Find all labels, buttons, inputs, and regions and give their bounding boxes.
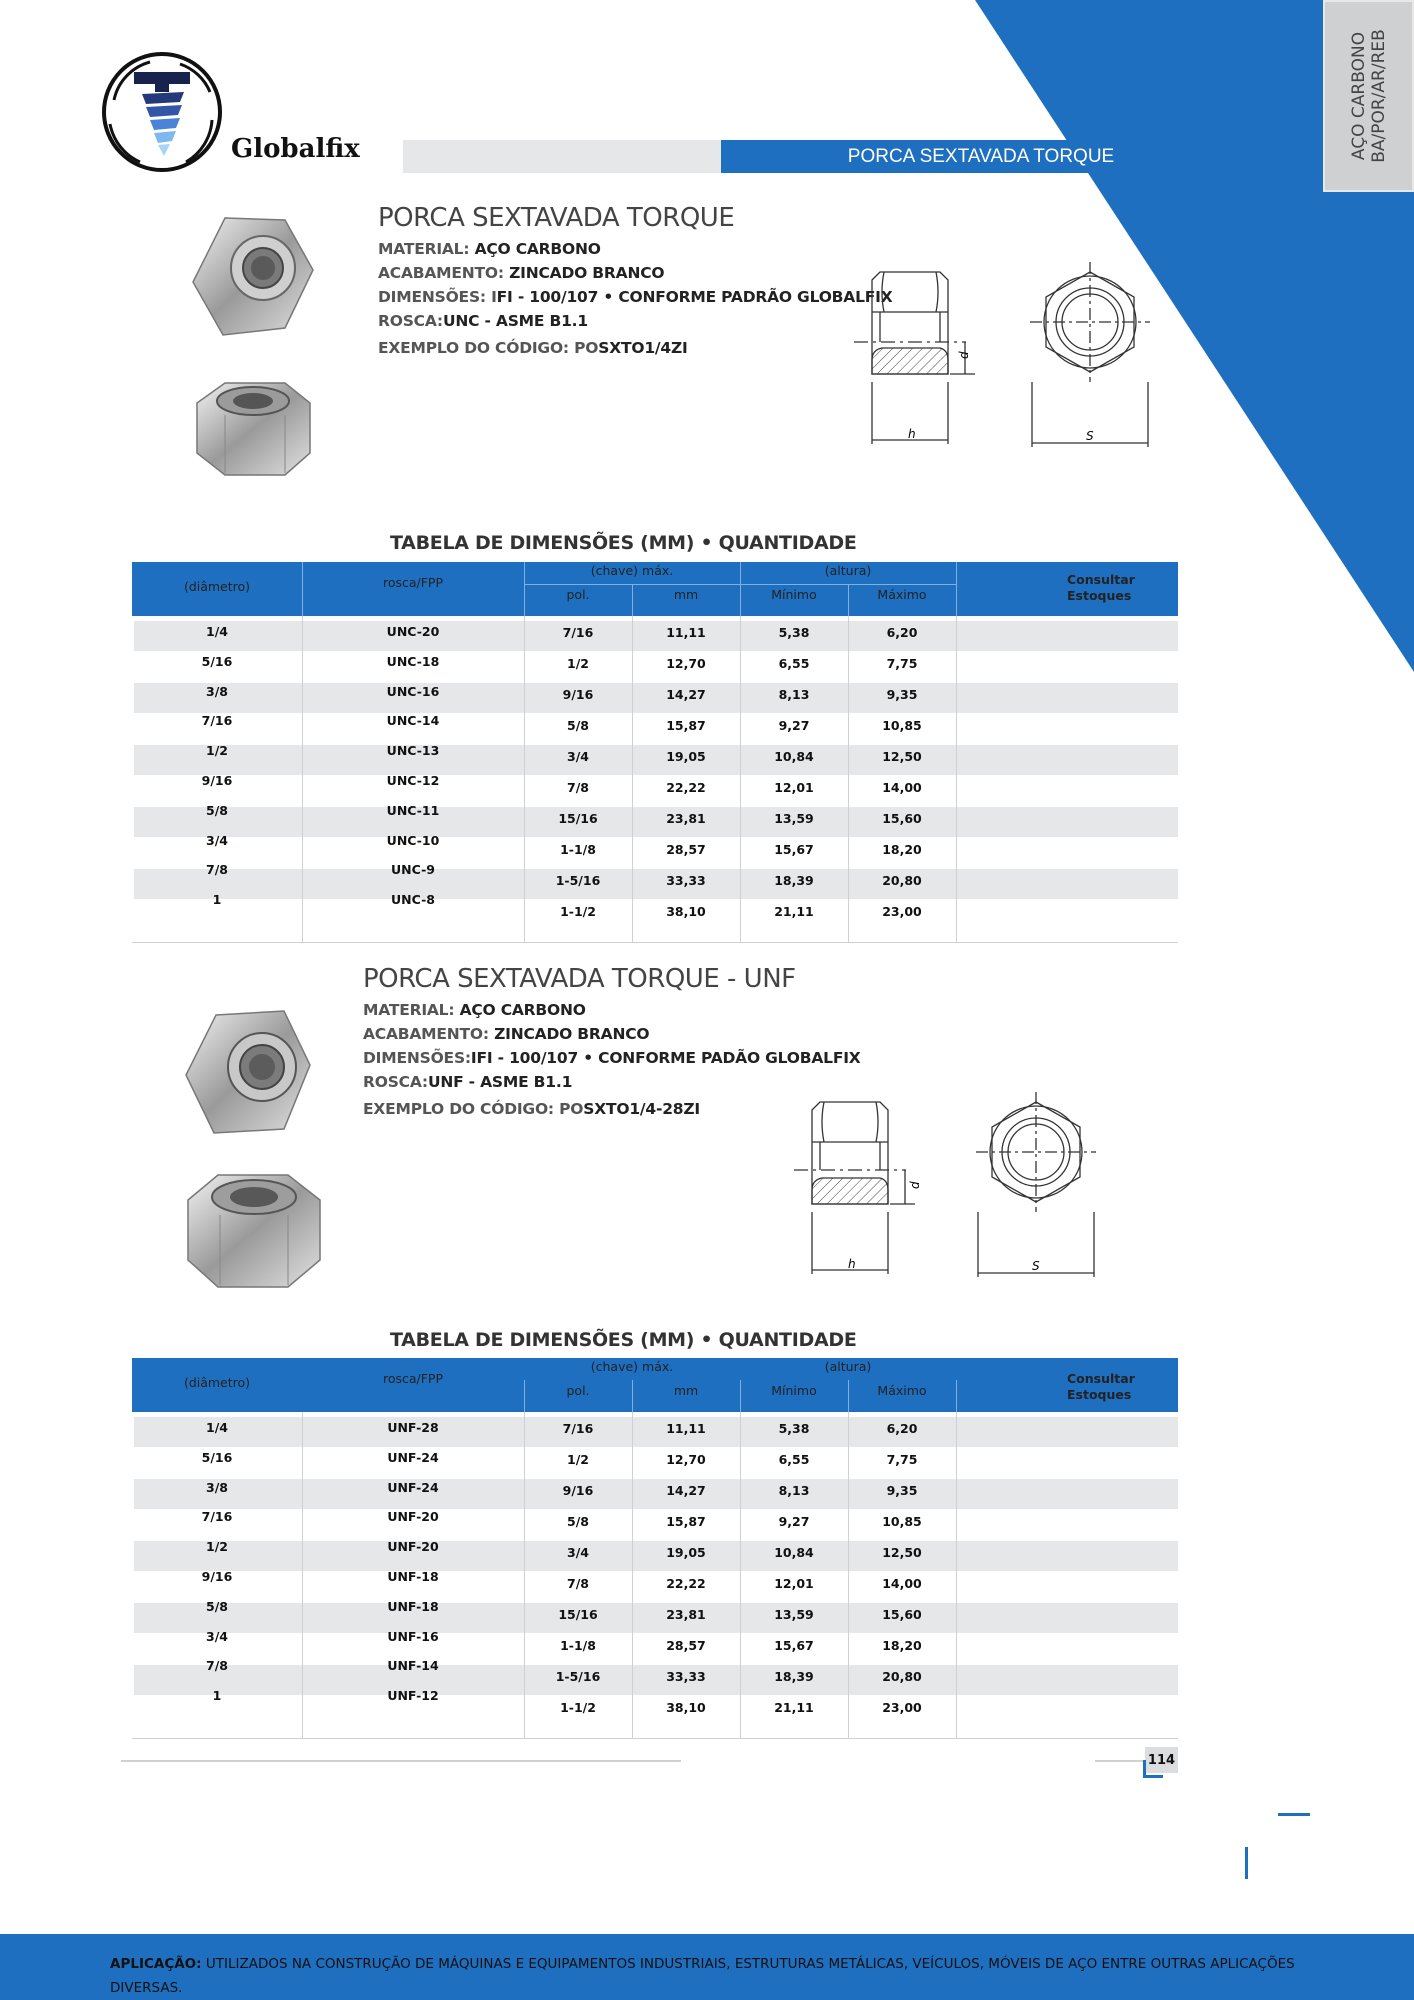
page-number: 114 [1145,1747,1178,1773]
cell-key-mm: 14,27 [666,1483,706,1498]
cell-thread: UNF-24 [387,1479,439,1495]
dim-label-s: S [1032,1259,1040,1273]
col-key: (chave) máx. [590,1359,674,1374]
cell-key-pol: 3/4 [567,749,589,764]
cell-diameter: 7/8 [206,862,228,878]
cell-height-max: 12,50 [882,1545,922,1560]
cell-thread: UNF-24 [387,1449,439,1465]
cell-height-max: 14,00 [882,780,922,795]
cell-key-pol: 7/8 [567,780,589,795]
table-title: TABELA DE DIMENSÕES (MM) • QUANTIDADE [390,1329,857,1351]
cell-height-max: 6,20 [886,1421,918,1436]
accent-line [1278,1813,1310,1816]
side-tab-line2: BA/POR/AR/REB [1368,29,1389,163]
cell-height-min: 12,01 [774,780,814,795]
cell-diameter: 1/2 [206,1539,228,1555]
table-body [132,1412,1178,1740]
footer-label: APLICAÇÃO: [110,1956,202,1972]
cell-height-min: 8,13 [778,687,810,702]
cell-key-mm: 14,27 [666,687,706,702]
product-title: PORCA SEXTAVADA TORQUE [378,203,735,233]
cell-height-min: 21,11 [774,1700,814,1715]
cell-key-pol: 9/16 [562,1483,594,1498]
cell-diameter: 3/4 [206,832,228,848]
dim-label-h: h [848,1257,856,1271]
col-pol: pol. [566,587,590,602]
table-header [132,562,1178,616]
cell-thread: UNF-14 [387,1658,439,1674]
cell-height-min: 9,27 [778,718,810,733]
cell-key-pol: 15/16 [558,1607,598,1622]
dimensions-table [132,1358,1178,1740]
finish-value: ZINCADO BRANCO [494,1025,650,1043]
dim-label-h: h [908,427,916,441]
dim-label-d: d [957,351,971,359]
material-label: MATERIAL: [363,1001,460,1019]
cell-diameter: 3/8 [206,683,228,699]
material-label: MATERIAL: [378,240,475,258]
cell-key-pol: 9/16 [562,687,594,702]
col-mm: mm [673,587,699,602]
cell-height-min: 6,55 [778,656,810,671]
cell-key-mm: 19,05 [666,749,706,764]
cell-thread: UNF-20 [387,1509,439,1525]
cell-key-pol: 1-1/8 [560,1638,596,1653]
product-thread [378,312,588,330]
dimensions-table [132,562,1178,944]
cell-key-pol: 7/8 [567,1576,589,1591]
col-diameter: (diâmetro) [183,1375,251,1390]
col-stock-line1: Consultar [1067,572,1135,587]
col-key: (chave) máx. [590,563,674,578]
code-value: SXTO1/4ZI [598,339,688,357]
cell-key-mm: 11,11 [666,1421,706,1436]
dim-label-s: S [1086,429,1094,443]
cell-thread: UNC-12 [386,773,440,788]
cell-diameter: 1 [212,1688,222,1704]
col-pol: pol. [566,1383,590,1398]
cell-height-min: 18,39 [774,873,814,888]
cell-key-mm: 33,33 [666,873,706,888]
finish-label: ACABAMENTO: [363,1025,495,1043]
technical-drawing [850,262,1180,452]
cell-key-mm: 38,10 [666,904,706,919]
product-finish [363,1025,649,1043]
cell-key-mm: 15,87 [666,718,706,733]
dimensions-label: DIMENSÕES: [363,1049,471,1067]
cell-key-pol: 7/16 [562,1421,594,1436]
cell-diameter: 5/16 [201,653,233,669]
cell-thread: UNF-18 [387,1598,439,1614]
header-title-bar [721,140,1181,173]
cell-key-mm: 28,57 [666,1638,706,1653]
col-stock [956,1371,1178,1402]
footer-divider [1095,1760,1145,1762]
technical-drawing [790,1092,1120,1282]
nut-photo [178,1165,328,1295]
finish-value: ZINCADO BRANCO [509,264,665,282]
table-bottom-line [132,942,1178,943]
accent-line [1245,1847,1248,1879]
category-side-tab [1323,0,1414,192]
dim-label-d: d [908,1181,922,1189]
cell-height-max: 15,60 [882,1607,922,1622]
code-value: SXTO1/4-28ZI [583,1100,700,1118]
dimensions-value: IFI - 100/107 • CONFORME PADÃO GLOBALFIX [470,1049,861,1067]
cell-height-min: 15,67 [774,842,814,857]
footer-text: UTILIZADOS NA CONSTRUÇÃO DE MÁQUINAS E EQUIPAMENTOS INDUSTRIAIS, ESTRUTURAS METÁLICAS, VEÍCULOS, MÓVEIS DE AÇO ENTRE OUTRAS APLICAÇÕES DIVERSAS. [110,1956,1295,1996]
application-footer [0,1934,1414,2000]
cell-height-min: 12,01 [774,1576,814,1591]
cell-height-max: 14,00 [882,1576,922,1591]
dimensions-value: FI - 100/107 • CONFORME PADRÃO GLOBALFIX [496,288,893,306]
cell-height-min: 5,38 [778,1421,810,1436]
code-label: EXEMPLO DO CÓDIGO: PO [378,339,599,357]
cell-diameter: 7/16 [201,1509,233,1525]
cell-height-max: 10,85 [882,718,922,733]
cell-thread: UNC-9 [391,862,435,878]
material-value: AÇO CARBONO [459,1001,586,1019]
brand-name: Globalfix [231,134,360,164]
col-stock-line2: Estoques [1067,1387,1132,1402]
cell-key-pol: 7/16 [562,625,594,640]
cell-diameter: 5/8 [206,802,228,818]
table-title: TABELA DE DIMENSÕES (MM) • QUANTIDADE [390,532,857,554]
cell-key-mm: 33,33 [666,1669,706,1684]
product-code-example [378,339,688,357]
cell-key-pol: 1-1/8 [560,842,596,857]
cell-height-max: 7,75 [886,1452,918,1467]
cell-key-pol: 1-1/2 [560,1700,596,1715]
cell-diameter: 5/16 [201,1449,233,1465]
product-dimensions [363,1049,861,1067]
nut-photo [185,375,320,480]
nut-photo [180,1005,315,1140]
header-grey-bar [403,140,721,173]
nut-photo [185,210,320,345]
cell-height-min: 5,38 [778,625,810,640]
cell-height-min: 8,13 [778,1483,810,1498]
cell-thread: UNF-16 [387,1628,439,1644]
cell-height-min: 21,11 [774,904,814,919]
col-max: Máximo [877,587,927,602]
product-material [363,1001,586,1019]
cell-height-max: 20,80 [882,1669,922,1684]
cell-height-max: 23,00 [882,904,922,919]
cell-key-pol: 3/4 [567,1545,589,1560]
cell-diameter: 1 [212,892,222,908]
col-stock-line2: Estoques [1067,588,1132,603]
accent-line [1245,18,1247,50]
cell-key-pol: 1-5/16 [555,1669,601,1684]
thread-value: UNF - ASME B1.1 [427,1073,573,1091]
cell-diameter: 9/16 [201,773,233,788]
cell-height-max: 6,20 [886,625,918,640]
cell-height-min: 13,59 [774,811,814,826]
cell-key-mm: 38,10 [666,1700,706,1715]
col-thread: rosca/FPP [382,1371,444,1386]
cell-key-pol: 15/16 [558,811,598,826]
cell-height-max: 18,20 [882,842,922,857]
product-code-example [363,1100,700,1118]
cell-key-mm: 19,05 [666,1545,706,1560]
cell-diameter: 7/16 [201,713,233,729]
finish-label: ACABAMENTO: [378,264,510,282]
product-title: PORCA SEXTAVADA TORQUE - UNF [363,964,796,994]
cell-thread: UNF-20 [387,1539,439,1555]
cell-key-pol: 1-1/2 [560,904,596,919]
cell-height-max: 12,50 [882,749,922,764]
column-divider [956,1412,957,1738]
product-material [378,240,601,258]
thread-label: ROSCA: [363,1073,428,1091]
cell-key-mm: 12,70 [666,1452,706,1467]
cell-key-mm: 22,22 [666,780,706,795]
col-thread: rosca/FPP [382,575,444,590]
cell-thread: UNC-13 [386,743,440,759]
product-finish [378,264,664,282]
cell-height-min: 18,39 [774,1669,814,1684]
cell-key-pol: 5/8 [567,718,589,733]
table-header [132,1358,1178,1412]
cell-key-pol: 1/2 [567,656,589,671]
cell-thread: UNC-10 [386,832,440,848]
col-min: Mínimo [771,587,817,602]
col-height: (altura) [824,563,872,578]
accent-line [1278,80,1310,82]
table-bottom-line [132,1738,1178,1739]
cell-height-min: 9,27 [778,1514,810,1529]
product-thread [363,1073,572,1091]
cell-diameter: 1/2 [206,743,228,759]
cell-thread: UNC-20 [386,624,440,639]
cell-height-max: 20,80 [882,873,922,888]
cell-diameter: 7/8 [206,1658,228,1674]
cell-height-max: 9,35 [886,687,918,702]
thread-label: ROSCA: [378,312,443,330]
cell-height-max: 23,00 [882,1700,922,1715]
col-height: (altura) [824,1359,872,1374]
cell-key-mm: 22,22 [666,1576,706,1591]
globalfix-logo-icon [100,50,225,175]
cell-thread: UNF-12 [387,1688,439,1704]
cell-height-min: 10,84 [774,749,814,764]
cell-diameter: 5/8 [206,1598,228,1614]
cell-diameter: 9/16 [201,1569,233,1584]
cell-height-min: 10,84 [774,1545,814,1560]
header-title: PORCA SEXTAVADA TORQUE [847,145,1115,167]
cell-key-mm: 12,70 [666,656,706,671]
side-tab-line1: AÇO CARBONO [1348,31,1369,161]
cell-thread: UNF-28 [387,1420,439,1435]
cell-key-pol: 1/2 [567,1452,589,1467]
cell-height-max: 18,20 [882,1638,922,1653]
table-body [132,616,1178,944]
cell-diameter: 3/4 [206,1628,228,1644]
page-corner-accent [1143,1760,1163,1778]
product-dimensions [378,288,892,306]
cell-height-max: 7,75 [886,656,918,671]
col-mm: mm [673,1383,699,1398]
col-max: Máximo [877,1383,927,1398]
cell-height-min: 13,59 [774,1607,814,1622]
cell-height-min: 6,55 [778,1452,810,1467]
cell-height-max: 9,35 [886,1483,918,1498]
cell-height-min: 15,67 [774,1638,814,1653]
col-min: Mínimo [771,1383,817,1398]
cell-thread: UNC-14 [386,713,440,729]
cell-height-max: 10,85 [882,1514,922,1529]
cell-diameter: 1/4 [206,624,228,639]
cell-key-mm: 28,57 [666,842,706,857]
col-diameter: (diâmetro) [183,579,251,594]
cell-key-mm: 11,11 [666,625,706,640]
column-divider [956,616,957,942]
material-value: AÇO CARBONO [474,240,601,258]
col-stock [956,572,1178,603]
cell-key-mm: 23,81 [666,811,706,826]
col-stock-line1: Consultar [1067,1371,1135,1386]
cell-key-pol: 1-5/16 [555,873,601,888]
cell-key-mm: 15,87 [666,1514,706,1529]
thread-value: UNC - ASME B1.1 [442,312,588,330]
cell-key-mm: 23,81 [666,1607,706,1622]
dimensions-label: DIMENSÕES: I [378,288,497,306]
cell-key-pol: 5/8 [567,1514,589,1529]
cell-diameter: 3/8 [206,1479,228,1495]
cell-thread: UNF-18 [387,1569,439,1584]
cell-thread: UNC-11 [386,802,440,818]
code-label: EXEMPLO DO CÓDIGO: PO [363,1100,584,1118]
cell-thread: UNC-18 [386,653,440,669]
cell-thread: UNC-16 [386,683,440,699]
cell-height-max: 15,60 [882,811,922,826]
cell-thread: UNC-8 [391,892,435,908]
footer-divider [121,1760,681,1762]
cell-diameter: 1/4 [206,1420,228,1435]
